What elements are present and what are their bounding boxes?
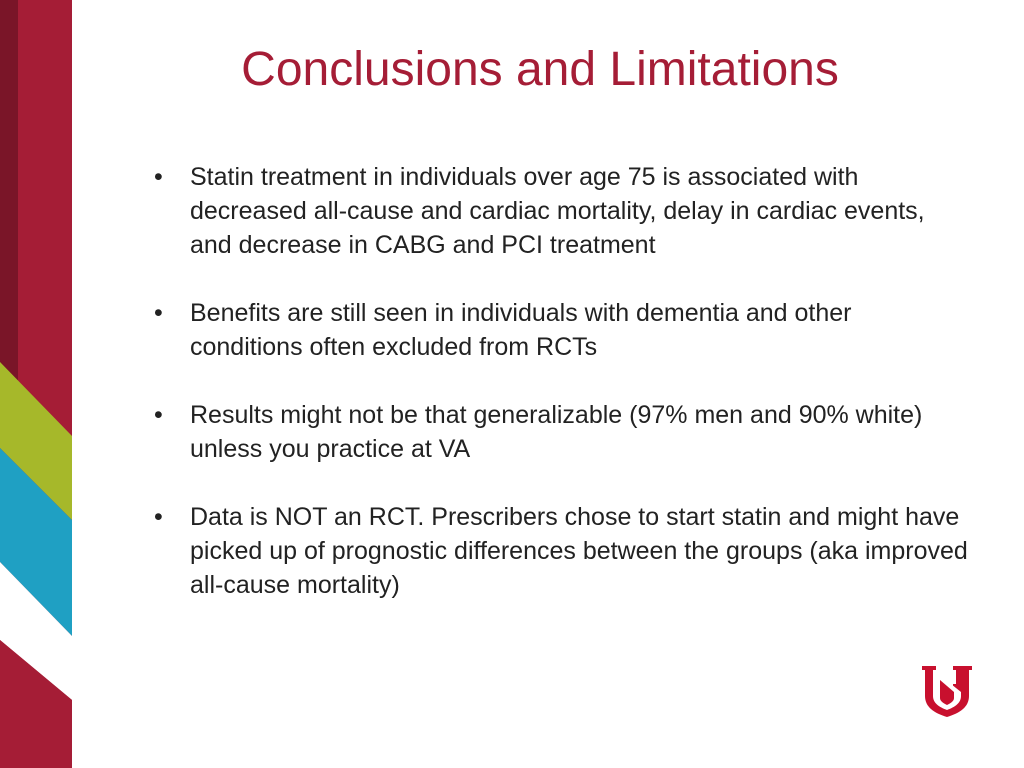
bullet-marker: • <box>154 299 163 327</box>
slide-title: Conclusions and Limitations <box>241 43 839 96</box>
bullet-list <box>148 160 968 636</box>
decorative-side-band <box>0 0 80 768</box>
bullet-text: Statin treatment in individuals over age 75 is associated with decreased all-cause and cardiac mortality, delay in cardiac events, and decrease in CABG and PCI treatment <box>190 163 925 259</box>
bullet-text: Benefits are still seen in individuals with dementia and other conditions often excluded from RCTs <box>190 299 852 361</box>
bullet-text: Data is NOT an RCT. Prescribers chose to start statin and might have picked up of prognostic differences between the groups (aka improved all-cause mortality) <box>190 503 968 599</box>
bullet-item <box>148 500 968 602</box>
bullet-text: Results might not be that generalizable (97% men and 90% white) unless you practice at VA <box>190 401 923 463</box>
bullet-marker: • <box>154 401 163 429</box>
bullet-item <box>148 296 968 364</box>
bullet-item <box>148 160 968 262</box>
bullet-item <box>148 398 968 466</box>
bullet-marker: • <box>154 163 163 191</box>
university-n-logo-icon <box>920 662 976 718</box>
bullet-marker: • <box>154 503 163 531</box>
